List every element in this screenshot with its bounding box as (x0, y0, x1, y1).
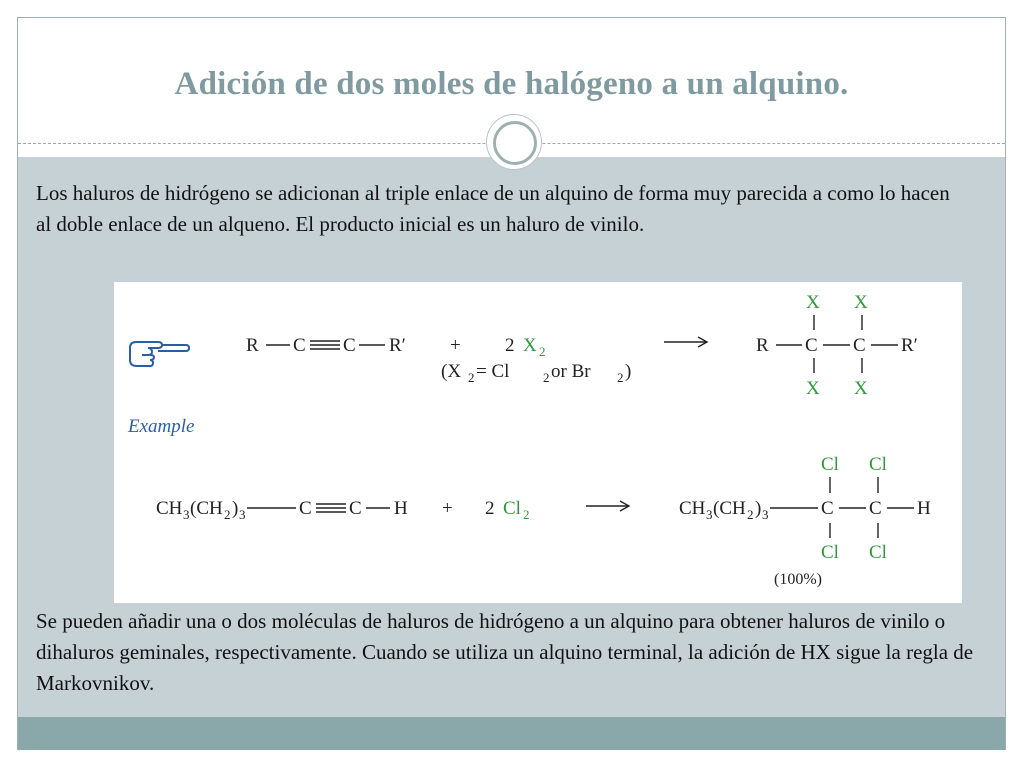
ex-yield: (100%) (774, 571, 822, 588)
formula-text: 2 (543, 370, 550, 385)
circle-ornament-icon (486, 114, 542, 170)
general-x2-sub: 2 (539, 344, 546, 359)
reaction-scheme (114, 282, 962, 603)
prod-c1: C (805, 335, 818, 356)
ex-prod-cl-top-2: Cl (869, 454, 887, 475)
prod-x-bot-1: X (806, 378, 820, 399)
ex-plus: + (442, 498, 453, 519)
formula-text: ) (232, 498, 239, 519)
condition-or: or Br (551, 361, 591, 382)
prod-r: R (756, 335, 769, 356)
formula-text: (CH (190, 498, 223, 519)
formula-text: 2 (617, 370, 624, 385)
condition-open: (X (441, 361, 462, 382)
prod-x-top-2: X (854, 292, 868, 313)
ex-prod-h: H (917, 498, 931, 519)
formula-text: 3 (183, 507, 190, 522)
ex-prod-cl-top-1: Cl (821, 454, 839, 475)
footer-bar (18, 717, 1005, 750)
ex-c2: C (349, 498, 362, 519)
ex-c1: C (299, 498, 312, 519)
general-r: R (246, 335, 259, 356)
ex-coef: 2 (485, 498, 495, 519)
intro-paragraph: Los haluros de hidrógeno se adicionan al triple enlace de un alquino de forma muy parecida a como lo hacen al doble enlace de un alqueno. El producto inicial es un haluro de vinilo. (36, 181, 950, 236)
reaction-arrow-1 (664, 337, 707, 347)
ex-prod-c1: C (821, 498, 834, 519)
reaction-figure (114, 282, 962, 603)
ex-prod-cl-bot-1: Cl (821, 542, 839, 563)
prod-x-top-1: X (806, 292, 820, 313)
reaction-arrow-2 (586, 501, 629, 511)
formula-text: 3 (706, 507, 713, 522)
ex-prod-c2: C (869, 498, 882, 519)
condition-close: ) (625, 361, 632, 382)
general-rprime: R′ (389, 335, 406, 356)
prod-c2: C (853, 335, 866, 356)
formula-text: ) (755, 498, 762, 519)
ex-reactant-ch3: CH (156, 498, 183, 519)
markovnikov-paragraph: Se pueden añadir una o dos moléculas de haluros de hidrógeno a un alquino para obtener haluros de vinilo o dihaluros geminales, respectivamente. Cuando se utiliza un alquino terminal, la adición de HX sigue la regla de Markovnikov. (36, 609, 974, 695)
formula-text: 3 (762, 507, 769, 522)
formula-text: 2 (224, 507, 231, 522)
ex-prod-cl-bot-2: Cl (869, 542, 887, 563)
general-c1: C (293, 335, 306, 356)
general-x2: X (523, 335, 537, 356)
ex-prod-ch3: CH (679, 498, 706, 519)
ex-cl2: Cl (503, 498, 521, 519)
example-label: Example (128, 416, 195, 437)
slide (17, 17, 1006, 750)
pointing-hand-icon (130, 342, 189, 366)
formula-text: 3 (239, 507, 246, 522)
slide-title: Adición de dos moles de halógeno a un alquino. (174, 66, 849, 102)
prod-rprime: R′ (901, 335, 918, 356)
formula-text: 2 (747, 507, 754, 522)
general-c2: C (343, 335, 356, 356)
prod-x-bot-2: X (854, 378, 868, 399)
condition-eq: = Cl (476, 361, 510, 382)
ex-h: H (394, 498, 408, 519)
formula-text: 2 (468, 370, 475, 385)
formula-text: 2 (523, 507, 530, 522)
general-coef: 2 (505, 335, 515, 356)
formula-text: (CH (713, 498, 746, 519)
general-plus: + (450, 335, 461, 356)
